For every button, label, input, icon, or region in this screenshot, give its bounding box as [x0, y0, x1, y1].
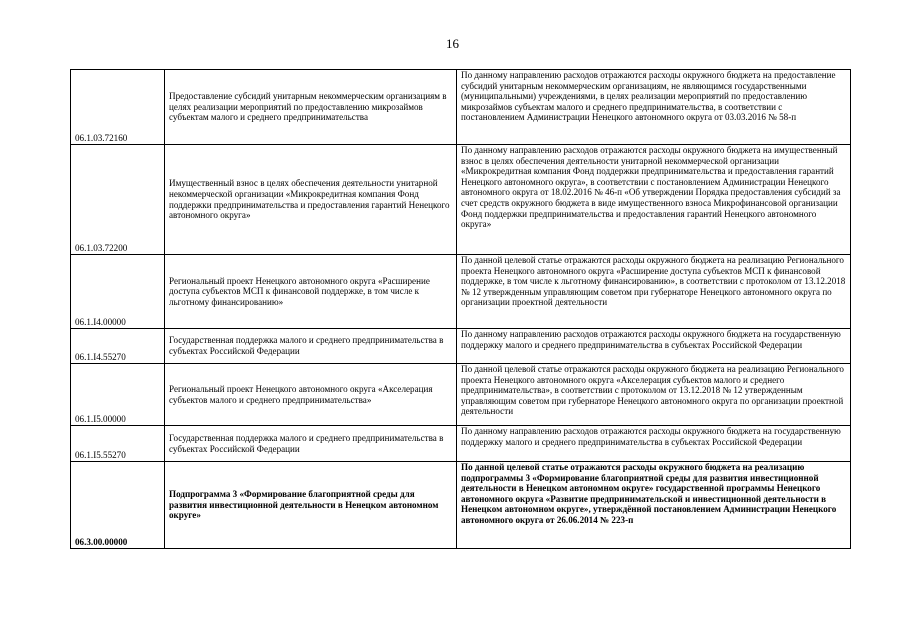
row-name: Предоставление субсидий унитарным некоммерческим организациям в целях реализации мероприятий по предоставлению микрозаймов субъектам малого и среднего предпринимательства — [165, 70, 457, 145]
row-description: По данному направлению расходов отражаются расходы окружного бюджета на имущественный взнос в целях обеспечения деятельности унитарной некоммерческой организации «Микрокредитная компания Фонд поддержки предпринимательства и предоставления гарантий Ненецкого автономного округа», в соответствии с постановлением Администрации Ненецкого автономного округа от 18.02.2016 № 46-п «Об утверждении Порядка предоставления субсидий за счет средств окружного бюджета в виде имущественного взноса Микрофинансовой организации Фонд поддержки предпринимательства и предоставления гарантий Ненецкого автономного округа» — [457, 145, 851, 255]
table-row — [71, 426, 851, 462]
row-description: По данной целевой статье отражаются расходы окружного бюджета на реализацию Регионального проекта Ненецкого автономного округа «Расширение доступа субъектов МСП к финансовой поддержке, в том числе к льготному финансированию», в соответствии с протоколом от 13.12.2018 № 12 утвержденным управляющим советом при губернаторе Ненецкого автономного округа по организации проектной деятельности — [457, 255, 851, 329]
row-description: По данному направлению расходов отражаются расходы окружного бюджета на государственную поддержку малого и среднего предпринимательства в субъектах Российской Федерации — [457, 426, 851, 462]
row-name: Имущественный взнос в целях обеспечения деятельности унитарной некоммерческой организации «Микрокредитная компания Фонд поддержки предпринимательства и предоставления гарантий Ненецкого автономного округа» — [165, 145, 457, 255]
table-row — [71, 329, 851, 364]
row-name: Подпрограмма 3 «Формирование благоприятной среды для развития инвестиционной деятельности в Ненецком автономном округе» — [165, 462, 457, 549]
row-code: 06.1.I4.55270 — [71, 329, 165, 364]
row-name: Государственная поддержка малого и среднего предпринимательства в субъектах Российской Федерации — [165, 329, 457, 364]
row-code: 06.1.I5.55270 — [71, 426, 165, 462]
page-number: 16 — [446, 36, 459, 51]
table-row — [71, 255, 851, 329]
row-code: 06.1.I4.00000 — [71, 255, 165, 329]
row-code: 06.3.00.00000 — [71, 462, 165, 549]
row-name: Государственная поддержка малого и среднего предпринимательства в субъектах Российской Федерации — [165, 426, 457, 462]
row-description: По данной целевой статье отражаются расходы окружного бюджета на реализацию подпрограммы 3 «Формирование благоприятной среды для развития инвестиционной деятельности в Ненецком автономном округе» государственной программы Ненецкого автономного округа «Развитие предпринимательской и инвестиционной деятельности в Ненецком автономном округе», утверждённой постановлением Администрации Ненецкого автономного округа от 26.06.2014 № 223-п — [457, 462, 851, 549]
table-row — [71, 364, 851, 426]
table-row — [71, 145, 851, 255]
table-row — [71, 462, 851, 549]
table-row — [71, 70, 851, 145]
row-code: 06.1.03.72160 — [71, 70, 165, 145]
row-code: 06.1.I5.00000 — [71, 364, 165, 426]
row-description: По данному направлению расходов отражаются расходы окружного бюджета на государственную поддержку малого и среднего предпринимательства в субъектах Российской Федерации — [457, 329, 851, 364]
row-code: 06.1.03.72200 — [71, 145, 165, 255]
row-description: По данному направлению расходов отражаются расходы окружного бюджета на предоставление субсидий унитарным некоммерческим организациям, не являющимся государственными (муниципальными) учреждениями, в целях реализации мероприятий по предоставлению микрозаймов субъектам малого и среднего предпринимательства, в соответствии с постановлением Администрации Ненецкого автономного округа от 03.03.2016 № 58-п — [457, 70, 851, 145]
table-body — [71, 70, 851, 549]
row-name: Региональный проект Ненецкого автономного округа «Акселерация субъектов малого и среднего предпринимательства» — [165, 364, 457, 426]
row-name: Региональный проект Ненецкого автономного округа «Расширение доступа субъектов МСП к финансовой поддержке, в том числе к льготному финансированию» — [165, 255, 457, 329]
target-articles-table — [70, 69, 851, 549]
row-description: По данной целевой статье отражаются расходы окружного бюджета на реализацию Регионального проекта Ненецкого автономного округа «Акселерация субъектов малого и среднего предпринимательства», в соответствии с протоколом от 13.12.2018 № 12 утвержденным управляющим советом при губернаторе Ненецкого автономного округа по организации проектной деятельности — [457, 364, 851, 426]
